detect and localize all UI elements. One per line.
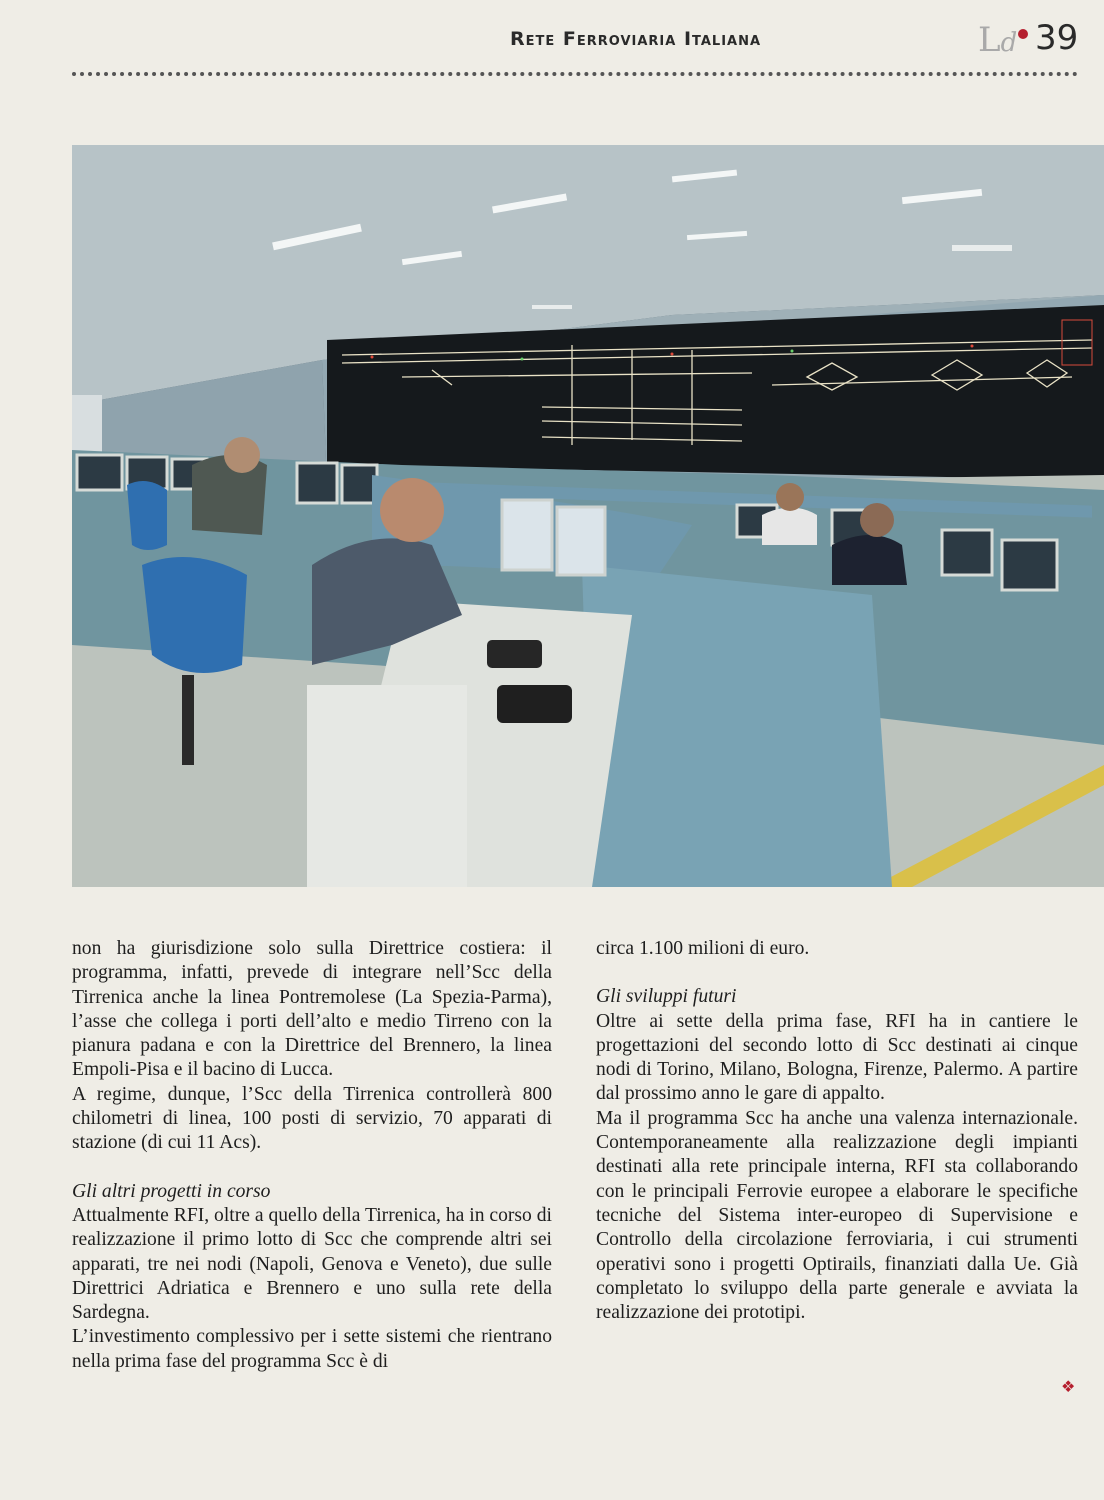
logo-letter-small: d [1000,28,1018,58]
logo-letter: L [978,20,1001,60]
section-subheading: Gli altri progetti in corso [72,1180,271,1202]
operator-back-right-head [860,503,894,537]
right-paragraph: Oltre ai sette della prima fase, RFI ha in cantiere le progettazioni del secondo lotto di Scc destinati ai cinque nodi di Torino, Milano, Bologna, Firenze, Palermo. A partire dal prossimo anno le gare di appalto. [596,1010,1078,1105]
telephone [487,640,542,668]
left-paragraph: A regime, dunque, l’Scc della Tirrenica controllerà 800 chilometri di linea, 100 posti di servizio, 70 apparati di stazione (di cui 11 Acs). [72,1083,552,1154]
chair-base [182,675,194,765]
running-header-title: Rete Ferroviaria Italiana [510,28,762,50]
control-room-illustration [72,145,1104,887]
left-paragraph: Attualmente RFI, oltre a quello della Tirrenica, ha in corso di realizzazione il primo lotto di Scc che comprende altri sei apparati, tre nei nodi (Napoli, Genova e Veneto), due sulle Direttrici Adriatica e Brennero e uno sulla rete della Sardegna. [72,1204,552,1324]
operator-middle [762,508,817,546]
right-paragraph: circa 1.100 milioni di euro. [596,938,810,959]
office-chair [127,481,167,550]
article-end-mark: ❖ [1061,1377,1076,1396]
front-desk-column [582,565,892,887]
monitors-front [502,500,605,575]
magazine-logo [978,20,1017,60]
desk-pedestal [307,685,467,887]
left-paragraph: non ha giurisdizione solo sulla Direttrice costiera: il programma, infatti, prevede di integrare nell’Scc della Tirrenica anche la linea Pontremolese (La Spezia-Parma), l’asse che collega i porti dell’alto e medio Tirreno con la pianura padana e con la Direttrice del Brennero, la linea Empoli-Pisa e il bacino di Lucca. [72,938,552,1081]
operator-back-right [832,535,907,585]
left-paragraph: L’investimento complessivo per i sette sistemi che rientrano nella prima fase del programma Scc è di [72,1326,552,1372]
operator-front-head [380,478,444,542]
ceiling-light [952,245,1012,251]
header-dotted-rule [72,72,1078,76]
logo-bullet [1018,29,1028,39]
office-chair [142,557,247,673]
left-text-column [72,937,552,1374]
page-number: 39 [1035,18,1079,58]
right-text-column [596,937,1078,1325]
operator-back-left-head [224,437,260,473]
control-room-photo [72,145,1104,887]
telephone [497,685,572,723]
operator-middle-head [776,483,804,511]
section-subheading: Gli sviluppi futuri [596,986,737,1008]
right-paragraph: Ma il programma Scc ha anche una valenza internazionale. Contemporaneamente alla realizzazione degli impianti destinati alla rete principale interna, RFI sta collaborando con le principali Ferrovie europee a elaborare le specifiche tecniche del Sistema inter-europeo di Supervisione e Controllo della circolazione ferroviaria, i cui strumenti operativi sono i progetti Optirails, finanziati dalla Ue. Già completato lo sviluppo della parte generale e avviata la realizzazione dei prototipi. [596,1107,1078,1324]
ceiling-light [532,305,572,309]
